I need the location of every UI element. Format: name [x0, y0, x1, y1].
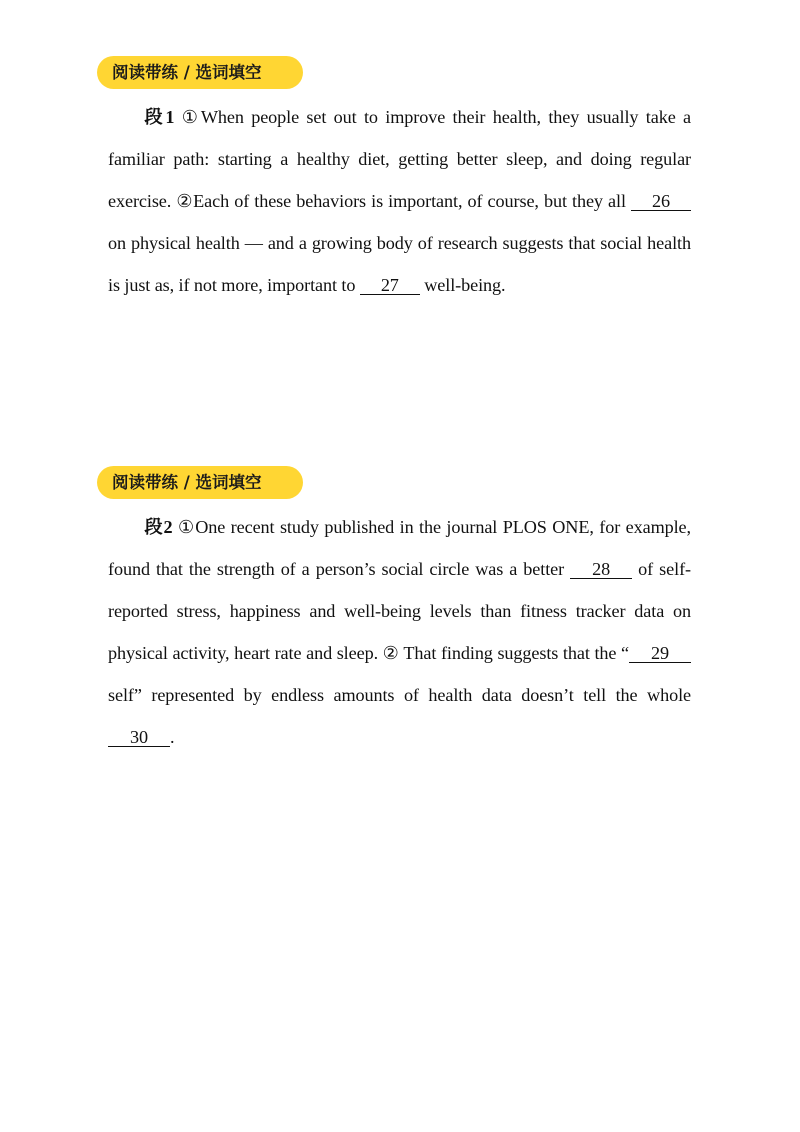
paragraph-text: on physical health — and a growing body of research suggests that social health is just as, if not more, important to — [108, 233, 691, 295]
paragraph-text: ①One recent study published in the journal PLOS ONE, for example, found that the strength of a person’s social circle was a better — [108, 517, 691, 579]
paragraph-text: self” represented by endless amounts of health data doesn’t tell the whole — [108, 685, 691, 705]
section-tag: 阅读带练 / 选词填空 — [97, 466, 303, 499]
blank-28[interactable]: 28 — [570, 560, 632, 579]
paragraph-text: ①When people set out to improve their health, they usually take a familiar path: starting a healthy diet, getting better sleep, and doing regular exercise. ②Each of these behaviors is important, of course, but they all — [108, 107, 691, 211]
blank-26[interactable]: 26 — [631, 192, 691, 211]
paragraph-text: well-being. — [419, 275, 506, 295]
blank-29[interactable]: 29 — [629, 644, 691, 663]
blank-27[interactable]: 27 — [360, 276, 420, 295]
paragraph-text: . — [170, 727, 175, 747]
paragraph-label: 段1 — [144, 107, 175, 127]
paragraph-2 — [108, 506, 691, 758]
paragraph-1 — [108, 96, 691, 306]
paragraph-label: 段2 — [144, 517, 173, 537]
section-tag: 阅读带练 / 选词填空 — [97, 56, 303, 89]
paragraph-text: of self-reported stress, happiness and well-being levels than fitness tracker data on physical activity, heart rate and sleep. ② That finding suggests that the “ — [108, 559, 691, 663]
blank-30[interactable]: 30 — [108, 728, 170, 747]
